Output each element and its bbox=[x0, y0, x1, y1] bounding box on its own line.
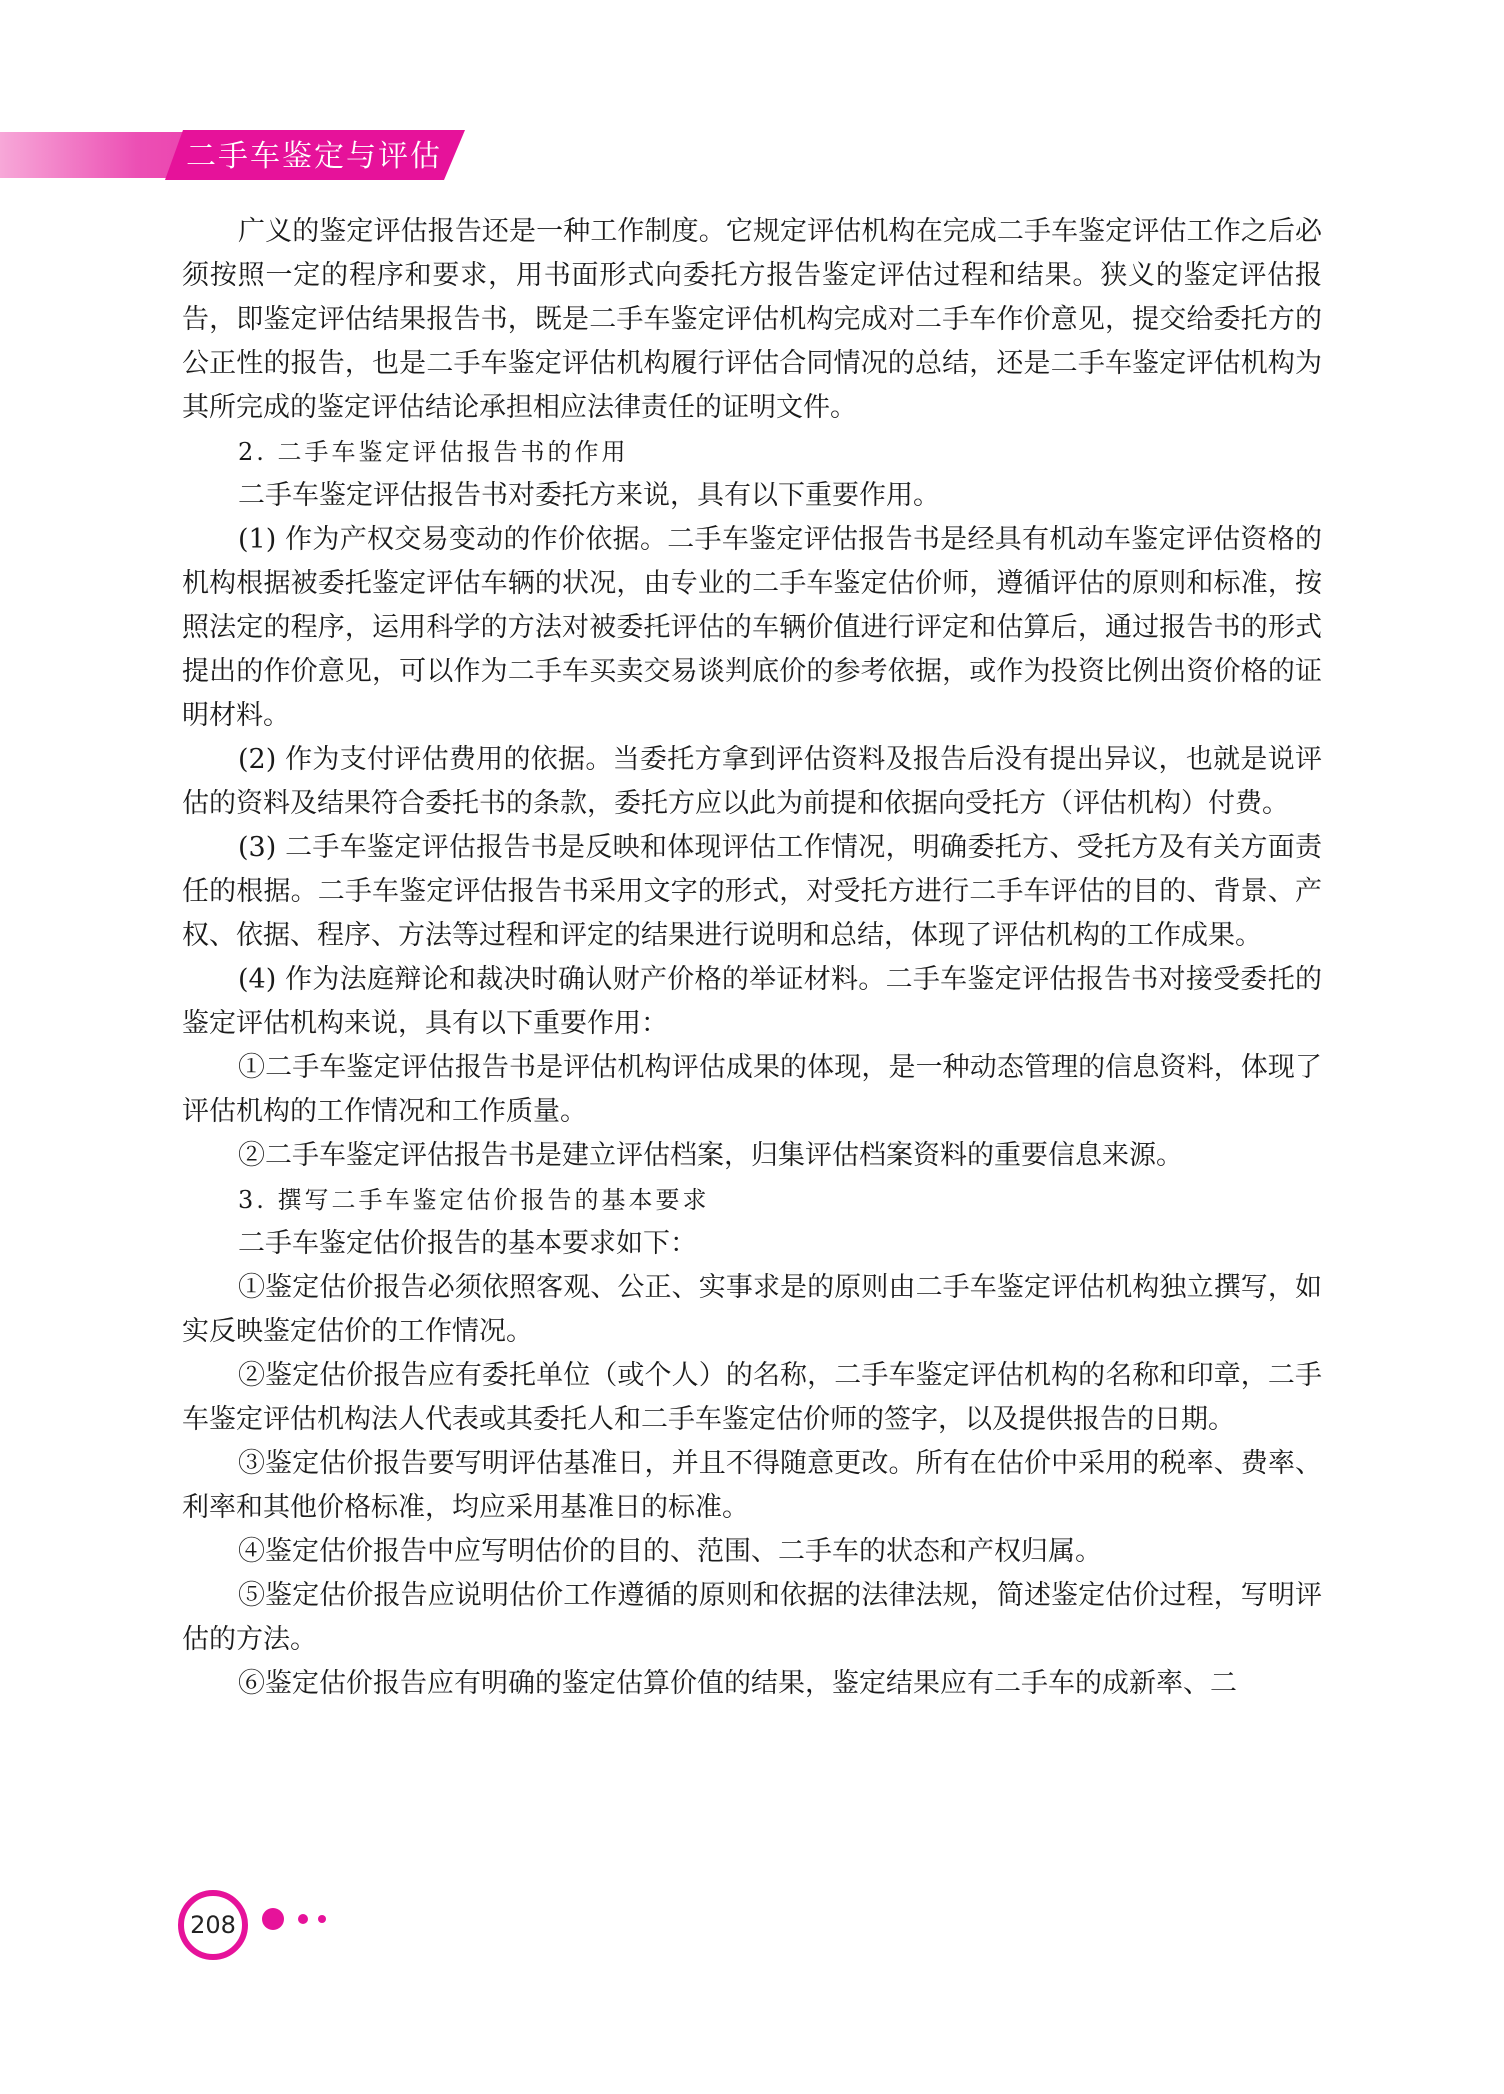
section-heading: 2. 二手车鉴定评估报告书的作用 bbox=[238, 438, 629, 466]
body-paragraph: ②二手车鉴定评估报告书是建立评估档案，归集评估档案资料的重要信息来源。 bbox=[238, 1140, 1183, 1171]
body-paragraph: ①二手车鉴定评估报告书是评估机构评估成果的体现，是一种动态管理的信息资料，体现了评估机构的工作情况和工作质量。 bbox=[182, 1052, 1322, 1127]
decor-dot-small bbox=[318, 1915, 326, 1923]
body-paragraph: 广义的鉴定评估报告还是一种工作制度。它规定评估机构在完成二手车鉴定评估工作之后必须按照一定的程序和要求，用书面形式向委托方报告鉴定评估过程和结果。狭义的鉴定评估报告，即鉴定评估结果报告书，既是二手车鉴定评估机构完成对二手车作价意见，提交给委托方的公正性的报告，也是二手车鉴定评估机构履行评估合同情况的总结，还是二手车鉴定评估机构为其所完成的鉴定评估结论承担相应法律责任的证明文件。 bbox=[182, 216, 1322, 423]
body-paragraph: 二手车鉴定估价报告的基本要求如下： bbox=[238, 1228, 697, 1259]
body-paragraph: ⑥鉴定估价报告应有明确的鉴定估算价值的结果，鉴定结果应有二手车的成新率、二 bbox=[238, 1668, 1237, 1699]
page-body bbox=[182, 210, 1322, 1706]
body-paragraph: ⑤鉴定估价报告应说明估价工作遵循的原则和依据的法律法规，简述鉴定估价过程，写明评估的方法。 bbox=[182, 1580, 1322, 1655]
body-paragraph: (2) 作为支付评估费用的依据。当委托方拿到评估资料及报告后没有提出异议，也就是说评估的资料及结果符合委托书的条款，委托方应以此为前提和依据向受托方（评估机构）付费。 bbox=[182, 744, 1322, 819]
body-paragraph: ①鉴定估价报告必须依照客观、公正、实事求是的原则由二手车鉴定评估机构独立撰写，如实反映鉴定估价的工作情况。 bbox=[182, 1272, 1322, 1347]
body-paragraph: (3) 二手车鉴定评估报告书是反映和体现评估工作情况，明确委托方、受托方及有关方面责任的根据。二手车鉴定评估报告书采用文字的形式，对受托方进行二手车评估的目的、背景、产权、依据、程序、方法等过程和评定的结果进行说明和总结，体现了评估机构的工作成果。 bbox=[182, 832, 1322, 951]
body-paragraph: ②鉴定估价报告应有委托单位（或个人）的名称，二手车鉴定评估机构的名称和印章，二手车鉴定评估机构法人代表或其委托人和二手车鉴定估价师的签字，以及提供报告的日期。 bbox=[182, 1360, 1322, 1435]
section-heading: 3. 撰写二手车鉴定估价报告的基本要求 bbox=[238, 1186, 710, 1214]
body-paragraph: 二手车鉴定评估报告书对委托方来说，具有以下重要作用。 bbox=[238, 480, 940, 511]
page-number: 208 bbox=[190, 1911, 236, 1939]
page-number-badge bbox=[178, 1890, 248, 1960]
body-paragraph: ③鉴定估价报告要写明评估基准日，并且不得随意更改。所有在估价中采用的税率、费率、利率和其他价格标准，均应采用基准日的标准。 bbox=[182, 1448, 1322, 1523]
body-paragraph: (1) 作为产权交易变动的作价依据。二手车鉴定评估报告书是经具有机动车鉴定评估资格的机构根据被委托鉴定评估车辆的状况，由专业的二手车鉴定估价师，遵循评估的原则和标准，按照法定的程序，运用科学的方法对被委托评估的车辆价值进行评定和估算后，通过报告书的形式提出的作价意见，可以作为二手车买卖交易谈判底价的参考依据，或作为投资比例出资价格的证明材料。 bbox=[182, 524, 1322, 731]
decor-dot-large bbox=[262, 1908, 284, 1930]
body-paragraph: (4) 作为法庭辩论和裁决时确认财产价格的举证材料。二手车鉴定评估报告书对接受委托的鉴定评估机构来说，具有以下重要作用： bbox=[182, 964, 1322, 1039]
body-paragraph: ④鉴定估价报告中应写明估价的目的、范围、二手车的状态和产权归属。 bbox=[238, 1536, 1102, 1567]
running-header-title: 二手车鉴定与评估 bbox=[186, 139, 442, 174]
decor-dot-medium bbox=[298, 1914, 308, 1924]
